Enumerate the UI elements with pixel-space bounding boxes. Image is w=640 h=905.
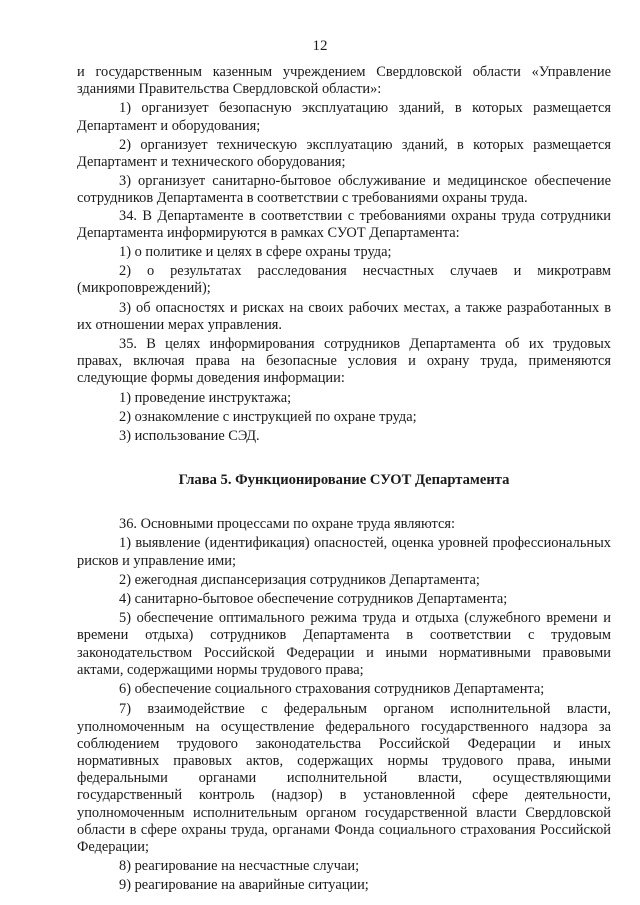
clause-36-item-2: 2) ежегодная диспансеризация сотрудников Департамента; xyxy=(119,571,480,588)
paragraph-continuation: и государственным казенным учреждением Свердловской области «Управление зданиями Правительства Свердловской области»: xyxy=(77,64,611,98)
list-item-2-technical-operation: 2) организует техническую эксплуатацию зданий, в которых размещается Департамент и технического оборудования; xyxy=(77,136,611,171)
list-item-1-safe-operation: 1) организует безопасную эксплуатацию зданий, в которых размещается Департамент и оборудования; xyxy=(77,100,611,134)
clause-36-item-6: 6) обеспечение социального страхования сотрудников Департамента; xyxy=(119,681,545,698)
clause-35-item-3: 3) использование СЭД. xyxy=(119,428,260,445)
clause-36: 36. Основными процессами по охране труда являются: xyxy=(119,516,456,533)
document-body xyxy=(77,64,611,895)
clause-36-item-5: 5) обеспечение оптимального режима труда и отдыха (служебного времени и времени отдыха) сотрудников Департамента в соответствии с трудовым законодательством Российской Федерации и иными нормативными правовыми актами, содержащими нормы трудового права; xyxy=(77,610,611,678)
clause-34-item-1: 1) о политике и целях в сфере охраны труда; xyxy=(119,244,392,261)
clause-36-item-9: 9) реагирование на аварийные ситуации; xyxy=(119,877,369,894)
list-item-3-sanitary-service: 3) организует санитарно-бытовое обслуживание и медицинское обеспечение сотрудников Департамента в соответствии с требованиями охраны труда. xyxy=(77,173,611,207)
clause-35-item-2: 2) ознакомление с инструкцией по охране труда; xyxy=(119,408,417,425)
clause-35-item-1: 1) проведение инструктажа; xyxy=(119,389,292,406)
clause-34-item-2: 2) о результатах расследования несчастных случаев и микротравм (микроповреждений); xyxy=(77,263,611,297)
clause-36-item-4: 4) санитарно-бытовое обеспечение сотрудников Департамента; xyxy=(119,591,508,608)
clause-34: 34. В Департаменте в соответствии с требованиями охраны труда сотрудники Департамента информируются в рамках СУОТ Департамента: xyxy=(77,207,611,241)
clause-36-item-7: 7) взаимодействие с федеральным органом исполнительной власти, уполномоченным на осуществление федерального государственного надзора за соблюдением трудового законодательства Российской Федерации и иных нормативных правовых актов, содержащих нормы трудового права, иными федеральными органами исполнительной власти, осуществляющими государственный контроль (надзор) в установленной сфере деятельности, уполномоченным исполнительным органом государственной власти Свердловской области в сфере охраны труда, органами Фонда социального страхования Российской Федерации; xyxy=(77,701,611,855)
clause-35: 35. В целях информирования сотрудников Департамента об их трудовых правах, включая права на безопасные условия и охрану труда, применяются следующие формы доведения информации: xyxy=(77,336,611,387)
clause-34-item-3: 3) об опасностях и рисках на своих рабочих местах, а также разработанных в их отношении мерах управления. xyxy=(77,299,611,333)
chapter-heading: Глава 5. Функционирование СУОТ Департамента xyxy=(178,472,510,489)
page-number: 12 xyxy=(312,38,328,54)
clause-36-item-1: 1) выявление (идентификация) опасностей, оценка уровней профессиональных рисков и управление ими; xyxy=(77,535,611,569)
clause-36-item-8: 8) реагирование на несчастные случаи; xyxy=(119,858,360,875)
